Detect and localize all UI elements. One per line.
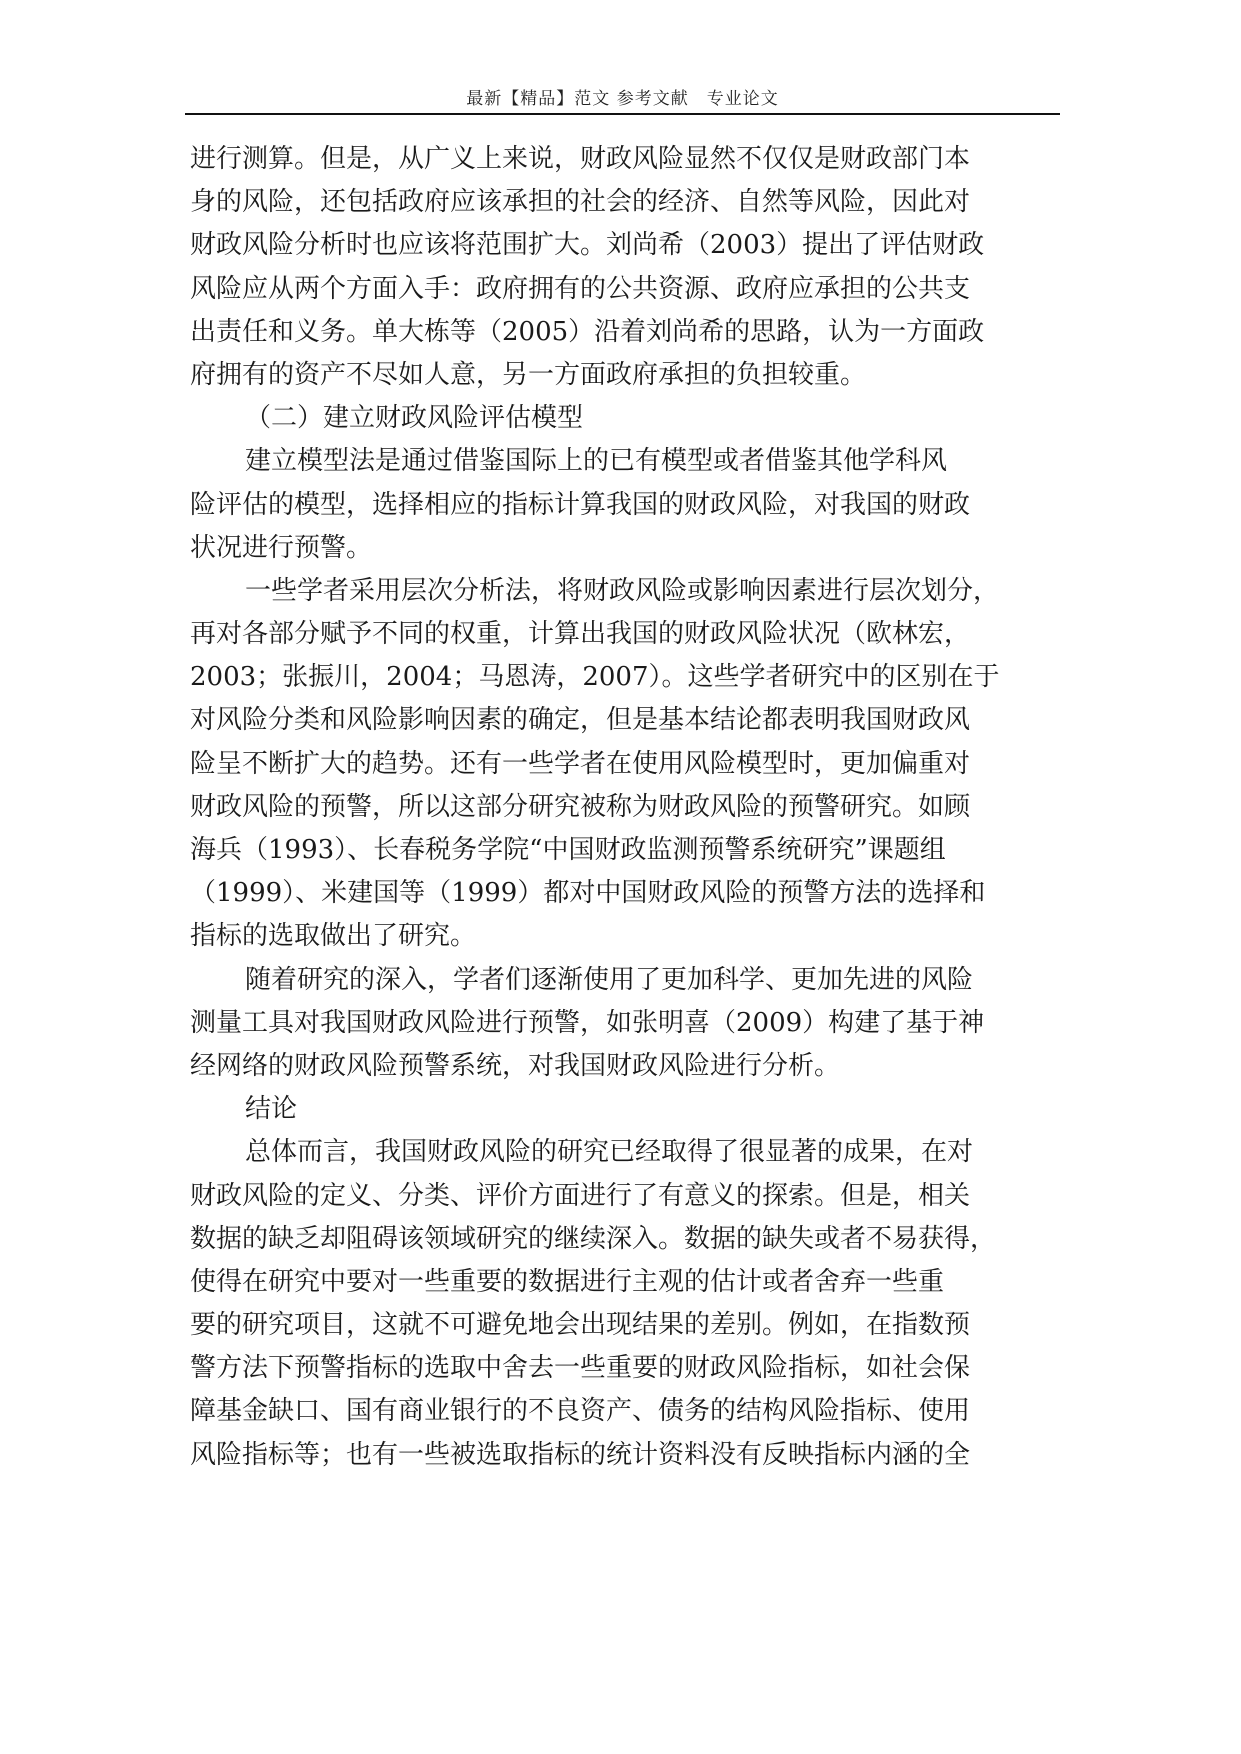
text-line: 一些学者采用层次分析法，将财政风险或影响因素进行层次划分，: [245, 575, 1000, 606]
text-line: 风险指标等；也有一些被选取指标的统计资料没有反映指标内涵的全: [190, 1439, 971, 1470]
text-line: 险呈不断扩大的趋势。还有一些学者在使用风险模型时，更加偏重对: [190, 748, 971, 779]
text-line: 测量工具对我国财政风险进行预警，如张明喜（2009）构建了基于神: [190, 1007, 985, 1038]
text-line: 随着研究的深入，学者们逐渐使用了更加科学、更加先进的风险: [245, 964, 974, 995]
body-text: [190, 138, 1060, 1477]
text-line: 风险应从两个方面入手：政府拥有的公共资源、政府应承担的公共支: [190, 273, 971, 304]
text-line: （二）建立财政风险评估模型: [245, 403, 584, 434]
text-line: 进行测算。但是，从广义上来说，财政风险显然不仅仅是财政部门本: [190, 144, 971, 174]
text-line: 财政风险的定义、分类、评价方面进行了有意义的探索。但是，相关: [190, 1180, 971, 1211]
text-line: （1999）、米建国等（1999）都对中国财政风险的预警方法的选择和: [190, 878, 986, 909]
text-line: 财政风险的预警，所以这部分研究被称为财政风险的预警研究。如顾: [190, 791, 971, 822]
text-line: 身的风险，还包括政府应该承担的社会的经济、自然等风险，因此对: [190, 187, 971, 218]
text-line: 建立模型法是通过借鉴国际上的已有模型或者借鉴其他学科风: [245, 446, 948, 477]
text-line: 使得在研究中要对一些重要的数据进行主观的估计或者舍弃一些重: [190, 1266, 945, 1297]
page-header: 最新【精品】范文 参考文献 专业论文: [466, 89, 779, 109]
text-line: 警方法下预警指标的选取中舍去一些重要的财政风险指标，如社会保: [190, 1353, 971, 1384]
text-line: 险评估的模型，选择相应的指标计算我国的财政风险，对我国的财政: [190, 489, 971, 520]
text-line: 总体而言，我国财政风险的研究已经取得了很显著的成果，在对: [245, 1137, 974, 1168]
text-line: 2003；张振川，2004；马恩涛，2007）。这些学者研究中的区别在于: [190, 662, 1000, 693]
text-line: 指标的选取做出了研究。: [190, 921, 477, 952]
text-line: 经网络的财政风险预警系统，对我国财政风险进行分析。: [190, 1050, 841, 1081]
text-line: 财政风险分析时也应该将范围扩大。刘尚希（2003）提出了评估财政: [190, 230, 985, 261]
text-line: 障基金缺口、国有商业银行的不良资产、债务的结构风险指标、使用: [190, 1396, 971, 1427]
text-line: 要的研究项目，这就不可避免地会出现结果的差别。例如，在指数预: [190, 1310, 971, 1341]
text-line: 数据的缺乏却阻碍该领域研究的继续深入。数据的缺失或者不易获得，: [190, 1223, 997, 1254]
text-line: 对风险分类和风险影响因素的确定，但是基本结论都表明我国财政风: [190, 705, 971, 736]
text-line: 状况进行预警。: [190, 532, 373, 563]
header-divider: [185, 113, 1060, 115]
text-line: 结论: [245, 1094, 298, 1125]
text-line: 再对各部分赋予不同的权重，计算出我国的财政风险状况（欧林宏，: [190, 619, 971, 650]
text-line: 出责任和义务。单大栋等（2005）沿着刘尚希的思路，认为一方面政: [190, 316, 985, 347]
text-line: 海兵（1993）、长春税务学院“中国财政监测预警系统研究”课题组: [190, 835, 946, 865]
text-line: 府拥有的资产不尽如人意，另一方面政府承担的负担较重。: [190, 359, 867, 390]
